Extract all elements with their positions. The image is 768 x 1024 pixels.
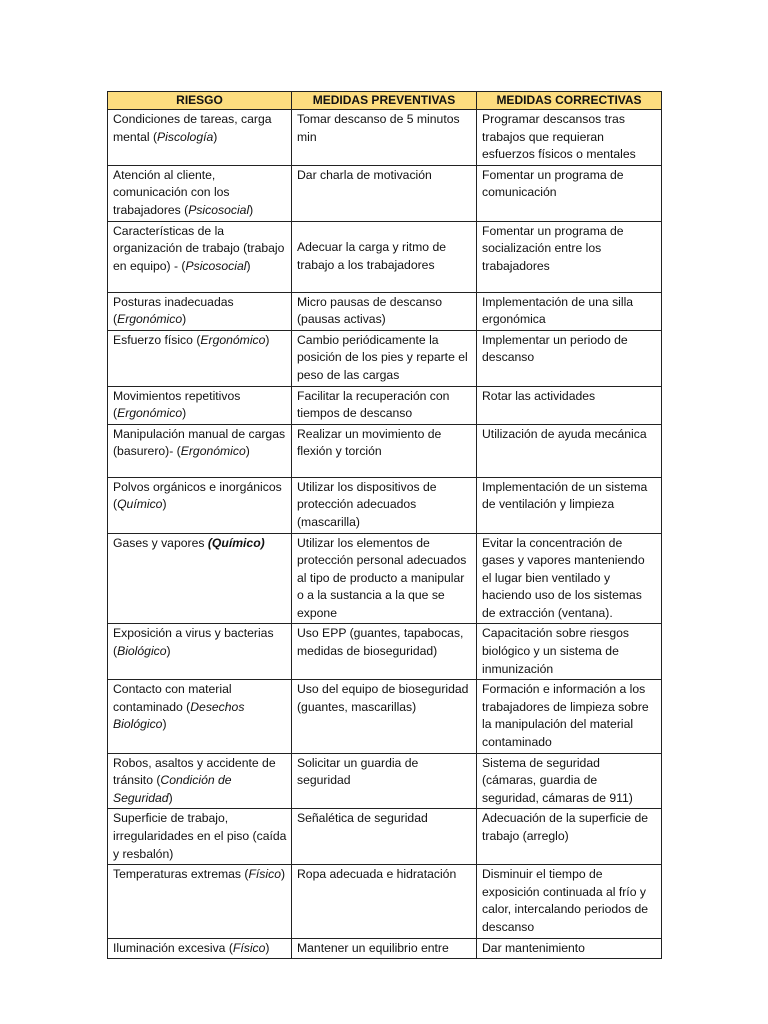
risk-text: Posturas inadecuadas ( (113, 294, 234, 327)
risk-category: Ergonómico (200, 332, 266, 347)
table-row (108, 624, 662, 680)
risk-text-end: ) (280, 867, 286, 882)
risk-text-end: ) (213, 129, 218, 144)
corrective-cell: Sistema de seguridad (cámaras, guardia de seguridad, cámaras de 911) (477, 753, 662, 809)
preventive-cell: Tomar descanso de 5 minutos min (292, 110, 477, 166)
table-row (108, 110, 662, 166)
risk-text-end: ) (265, 332, 270, 347)
risk-category: Físico (248, 867, 281, 882)
risk-cell (108, 386, 292, 424)
risk-text-end: ) (182, 406, 187, 421)
risk-text: Temperaturas extremas ( (113, 867, 249, 882)
risk-text: Esfuerzo físico ( (113, 332, 201, 347)
risk-category: Psicosocial (188, 202, 250, 217)
risk-text-end: ) (168, 790, 173, 805)
risk-text: Movimientos repetitivos ( (113, 388, 241, 421)
risk-text-end: ) (265, 940, 270, 955)
corrective-cell: Formación e información a los trabajadores de limpieza sobre la manipulación del material contaminado (477, 680, 662, 753)
preventive-cell: Dar charla de motivación (292, 165, 477, 221)
preventive-cell: Uso EPP (guantes, tapabocas, medidas de bioseguridad) (292, 624, 477, 680)
corrective-cell: Implementación de un sistema de ventilación y limpieza (477, 477, 662, 533)
risk-text: Contacto con material contaminado ( (113, 682, 232, 714)
risk-cell (108, 865, 292, 938)
table-row (108, 386, 662, 424)
risk-category: Psicosocial (185, 258, 247, 273)
risk-category: Biológico (117, 644, 167, 659)
corrective-cell: Capacitación sobre riesgos biológico y un sistema de inmunización (477, 624, 662, 680)
corrective-cell: Fomentar un programa de socialización entre los trabajadores (477, 221, 662, 292)
table-row (108, 753, 662, 809)
table-row (108, 533, 662, 624)
corrective-cell: Programar descansos tras trabajos que requieran esfuerzos físicos o mentales (477, 110, 662, 166)
risk-cell (108, 110, 292, 166)
corrective-cell: Utilización de ayuda mecánica (477, 424, 662, 477)
preventive-cell: Utilizar los elementos de protección personal adecuados al tipo de producto a manipular o a la sustancia a la que se expone (292, 533, 477, 624)
risk-cell (108, 624, 292, 680)
risk-cell (108, 533, 292, 624)
risk-cell (108, 292, 292, 330)
table-row (108, 938, 662, 959)
risk-text: Atención al cliente, comunicación con los trabajadores ( (113, 167, 230, 217)
risk-cell (108, 330, 292, 386)
risk-text: Manipulación manual de cargas (basurero)- ( (113, 426, 286, 459)
table-row (108, 221, 662, 292)
corrective-cell: Disminuir el tiempo de exposición continuada al frío y calor, intercalando periodos de descanso (477, 865, 662, 938)
risk-cell (108, 165, 292, 221)
preventive-cell (292, 221, 477, 292)
risk-category: Físico (232, 940, 266, 955)
table-row (108, 330, 662, 386)
preventive-text: Adecuar la carga y ritmo de trabajo a los trabajadores (297, 239, 447, 272)
preventive-cell: Cambio periódicamente la posición de los pies y reparte el peso de las cargas (292, 330, 477, 386)
corrective-cell: Evitar la concentración de gases y vapores manteniendo el lugar bien ventilado y haciendo uso de los sistemas de extracción (ventana). (477, 533, 662, 624)
table-row (108, 424, 662, 477)
preventive-cell: Realizar un movimiento de flexión y torción (292, 424, 477, 477)
corrective-cell: Dar mantenimiento (477, 938, 662, 959)
risk-category: Químico (117, 497, 163, 512)
risk-cell (108, 477, 292, 533)
header-medidas-preventivas: MEDIDAS PREVENTIVAS (292, 92, 477, 110)
corrective-cell: Rotar las actividades (477, 386, 662, 424)
header-riesgo: RIESGO (108, 92, 292, 110)
table-row (108, 680, 662, 753)
corrective-cell: Adecuación de la superficie de trabajo (arreglo) (477, 809, 662, 865)
risk-category: Ergonómico (117, 406, 183, 421)
risk-cell (108, 938, 292, 959)
table-row (108, 865, 662, 938)
risk-category: Ergonómico (180, 444, 246, 459)
risk-category: Piscología (157, 129, 214, 144)
risk-text: Características de la organización de trabajo (trabajo en equipo) - ( (113, 223, 285, 273)
preventive-cell: Facilitar la recuperación con tiempos de descanso (292, 386, 477, 424)
risk-cell (108, 680, 292, 753)
preventive-cell: Solicitar un guardia de seguridad (292, 753, 477, 809)
risk-text: Exposición a virus y bacterias ( (113, 626, 274, 659)
risk-category: Condición de Seguridad (113, 773, 232, 805)
corrective-cell: Implementar un periodo de descanso (477, 330, 662, 386)
risk-text: Superficie de trabajo, irregularidades en el piso (caída y resbalón) (113, 811, 287, 861)
risk-text: Condiciones de tareas, carga mental ( (113, 112, 272, 144)
risk-text-end: ) (246, 258, 251, 273)
risk-category: Ergonómico (117, 312, 183, 327)
header-medidas-correctivas: MEDIDAS CORRECTIVAS (477, 92, 662, 110)
corrective-cell: Fomentar un programa de comunicación (477, 165, 662, 221)
corrective-cell: Implementación de una silla ergonómica (477, 292, 662, 330)
risk-text-end: ) (162, 717, 167, 732)
risk-text-end: ) (249, 202, 254, 217)
risk-category: Desechos Biológico (113, 699, 245, 732)
preventive-cell: Utilizar los dispositivos de protección adecuados (mascarilla) (292, 477, 477, 533)
preventive-cell: Uso del equipo de bioseguridad (guantes, mascarillas) (292, 680, 477, 753)
preventive-cell: Mantener un equilibrio entre (292, 938, 477, 959)
risk-cell (108, 221, 292, 292)
preventive-cell: Ropa adecuada e hidratación (292, 865, 477, 938)
preventive-cell: Micro pausas de descanso (pausas activas) (292, 292, 477, 330)
risk-cell (108, 753, 292, 809)
risk-text: Iluminación excesiva ( (113, 940, 233, 955)
risk-text-end: ) (166, 644, 171, 659)
risk-text-end: ) (162, 497, 167, 512)
risk-cell (108, 424, 292, 477)
risk-text: Gases y vapores (113, 535, 208, 550)
risk-table (107, 91, 662, 959)
preventive-cell: Señalética de seguridad (292, 809, 477, 865)
risk-text-end: ) (245, 444, 250, 459)
table-row (108, 165, 662, 221)
table-header-row (108, 92, 662, 110)
risk-cell (108, 809, 292, 865)
risk-category: (Químico) (207, 535, 265, 550)
risk-text: Polvos orgánicos e inorgánicos ( (113, 479, 282, 512)
risk-text-end: ) (182, 312, 187, 327)
table-row (108, 809, 662, 865)
table-row (108, 477, 662, 533)
risk-text: Robos, asaltos y accidente de tránsito ( (113, 755, 276, 788)
table-row (108, 292, 662, 330)
